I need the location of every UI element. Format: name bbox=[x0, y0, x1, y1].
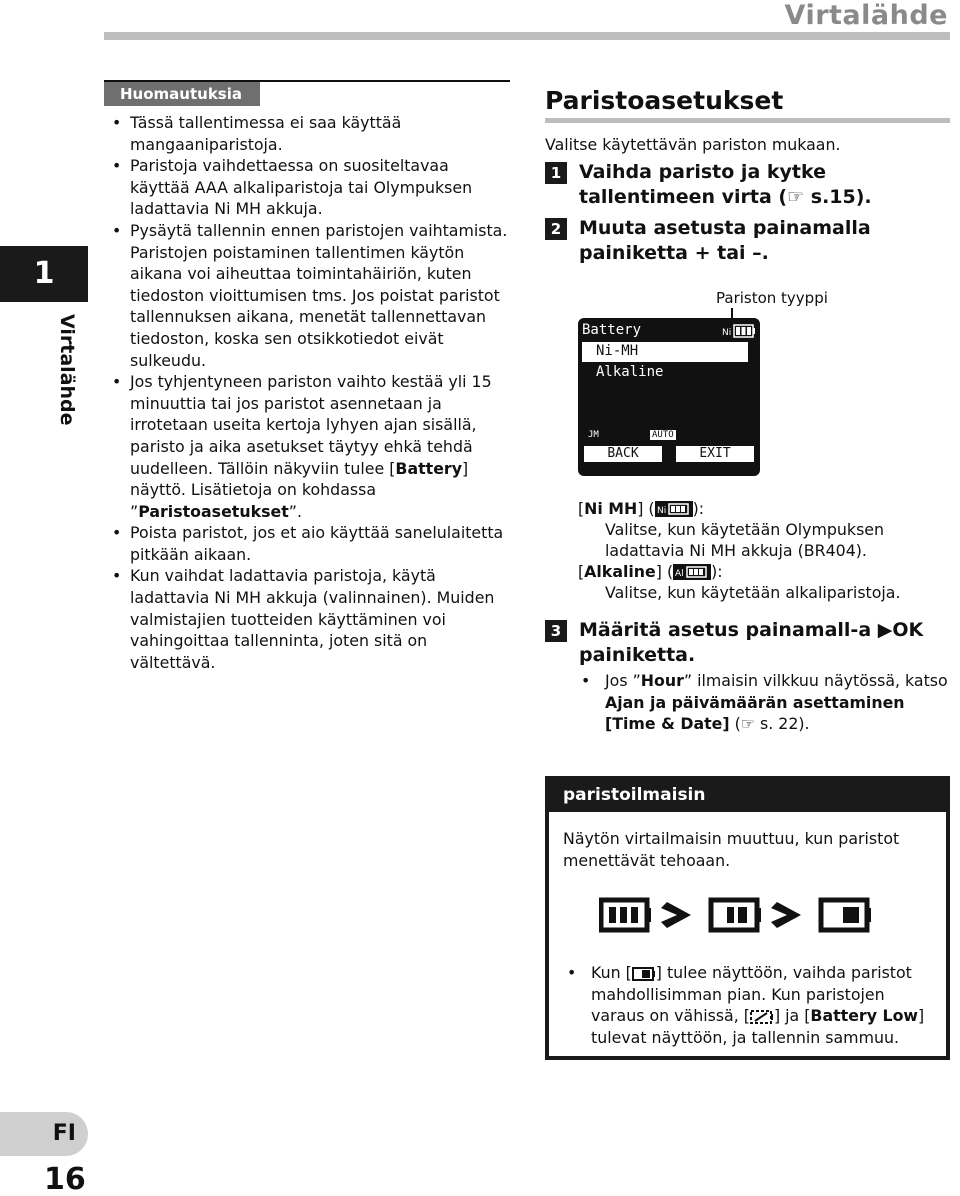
battery-box-note bbox=[563, 962, 943, 1048]
bold-term: Hour bbox=[640, 671, 684, 690]
text-run: ” ilmaisin vilkkuu näytössä, katso bbox=[683, 671, 948, 690]
page-header-title: Virtalähde bbox=[784, 0, 948, 31]
chapter-number-box: 1 bbox=[0, 246, 88, 302]
step-2 bbox=[545, 216, 950, 266]
list-item: • Pysäytä tallennin ennen paristojen vaihtamista. Paristojen poistaminen tallentimen käytön aikana voi aiheuttaa toimintahäiriön, kuten tiedoston vioittumisen tms. Jos poistat paristot tallennuksen aikana, menetät tallennettavan tiedoston, koska sen otsikkotiedot eivät sulkeudu. bbox=[104, 220, 510, 371]
battery-type-callout: Pariston tyyppi bbox=[716, 289, 828, 307]
lcd-exit-button: EXIT bbox=[676, 446, 754, 462]
text-run: ] ja [ bbox=[773, 1006, 811, 1026]
battery-options bbox=[578, 498, 948, 603]
battery-empty-icon bbox=[750, 1010, 774, 1024]
battery-low-icon bbox=[632, 967, 656, 981]
header-rule bbox=[104, 32, 950, 40]
notes-title: Huomautuksia bbox=[104, 82, 260, 106]
lcd-option-alkaline: Alkaline bbox=[596, 364, 664, 380]
step-text: Vaihda paristo ja kytke tallentimeen virta (☞ s.15). bbox=[579, 161, 872, 208]
section-title: Paristoasetukset bbox=[545, 86, 784, 115]
option-nimh-heading: [Ni MH] ( Ni ): bbox=[578, 499, 705, 518]
option-alkaline-heading: [Alkaline] ( Al ): bbox=[578, 562, 723, 581]
svg-text:Ni: Ni bbox=[722, 328, 732, 338]
list-item: • Tässä tallentimessa ei saa käyttää mangaaniparistoja. bbox=[104, 112, 510, 155]
option-alkaline-description: Valitse, kun käytetään alkaliparistoja. bbox=[605, 583, 901, 602]
nimh-battery-icon bbox=[722, 324, 756, 338]
lcd-back-button: BACK bbox=[584, 446, 662, 462]
lcd-auto-indicator: AUTO bbox=[652, 430, 674, 440]
lcd-mode-indicator: JM bbox=[588, 430, 599, 440]
list-item: • Kun vaihdat ladattavia paristoja, käytä ladattavia Ni MH akkuja (valinnainen). Muiden valmistajien tuotteiden käyttäminen voi vahingoittaa tallenninta, joten sitä on vältettävä. bbox=[104, 565, 510, 673]
step-text: Määritä asetus painamall-a ▶OK painiketta. bbox=[579, 619, 924, 666]
step-3-heading bbox=[545, 618, 950, 668]
lcd-screen bbox=[578, 318, 760, 476]
nimh-battery-icon bbox=[655, 501, 693, 517]
step-number: 2 bbox=[545, 218, 567, 240]
text-run: Jos ” bbox=[605, 671, 641, 690]
page-number: 16 bbox=[44, 1162, 86, 1196]
chapter-side-label: Virtalähde bbox=[56, 314, 78, 426]
battery-box-text: Näytön virtailmaisin muuttuu, kun paristot menettävät tehoaan. bbox=[563, 829, 900, 870]
step-1 bbox=[545, 160, 950, 210]
bold-term: Battery Low bbox=[810, 1006, 919, 1026]
text-run: ”. bbox=[288, 501, 302, 521]
battery-medium-icon bbox=[711, 900, 761, 930]
battery-box-title: paristoilmaisin bbox=[549, 780, 946, 812]
section-intro: Valitse käytettävän pariston mukaan. bbox=[545, 135, 841, 154]
step-number: 3 bbox=[545, 620, 567, 642]
list-item: • Paristoja vaihdettaessa on suositeltavaa käyttää AAA alkaliparistoja tai Olympuksen ladattavia Ni MH akkuja. bbox=[104, 155, 510, 220]
list-item: • Poista paristot, jos et aio käyttää sanelulaitetta pitkään aikaan. bbox=[104, 522, 510, 565]
option-nimh-description: Valitse, kun käytetään Olympuksen ladattavia Ni MH akkuja (BR404). bbox=[605, 520, 885, 560]
battery-full-icon bbox=[601, 900, 651, 930]
step-3 bbox=[545, 612, 950, 735]
text-run: ] näyttö. Lisätietoja on kohdassa ” bbox=[130, 458, 469, 521]
battery-level-sequence bbox=[599, 892, 909, 940]
svg-text:Al: Al bbox=[675, 569, 684, 579]
svg-text:Ni: Ni bbox=[656, 506, 666, 516]
lcd-option-nimh: Ni-MH bbox=[596, 343, 639, 359]
arrow-right-icon bbox=[771, 902, 801, 928]
battery-low-icon bbox=[821, 900, 871, 930]
battery-indicator-box bbox=[545, 776, 950, 1060]
section-rule bbox=[545, 118, 950, 123]
language-tab: FI bbox=[0, 1112, 88, 1156]
list-item bbox=[104, 371, 510, 522]
notes-section bbox=[104, 80, 510, 673]
text-run: ] tulee näyttöön, vaihda paristot mahdollisimman pian. Kun paristojen varaus on vähissä, [ bbox=[591, 963, 912, 1026]
text-run: (☞ s. 22). bbox=[729, 714, 810, 734]
notes-list bbox=[104, 112, 510, 673]
option-name: Alkaline bbox=[584, 562, 656, 581]
battery-settings-section bbox=[545, 86, 950, 266]
alkaline-battery-icon bbox=[673, 564, 711, 580]
option-name: Ni MH bbox=[584, 499, 638, 518]
step-3-note bbox=[545, 670, 950, 735]
bold-term: Ajan ja päivämäärän asettaminen [Time & Date] bbox=[605, 692, 905, 734]
bold-term: Battery bbox=[395, 458, 463, 478]
bold-term: Paristoasetukset bbox=[138, 501, 289, 521]
text-run: ] tulevat näyttöön, ja tallennin sammuu. bbox=[591, 1006, 925, 1047]
lcd-title: Battery bbox=[582, 322, 642, 338]
text-run: Jos tyhjentyneen pariston vaihto kestää yli 15 minuuttia tai jos paristot asennetaan ja irrotetaan useita kertoja lyhyen ajan sisällä, paristo ja aika asetukset täytyy ehkä tehdä uudelleen. Tällöin näkyviin tulee [ bbox=[130, 372, 492, 478]
step-text: Muuta asetusta painamalla painiketta + tai –. bbox=[579, 217, 871, 264]
arrow-right-icon bbox=[661, 902, 691, 928]
text-run: Kun [ bbox=[591, 963, 632, 982]
step-number: 1 bbox=[545, 162, 567, 184]
